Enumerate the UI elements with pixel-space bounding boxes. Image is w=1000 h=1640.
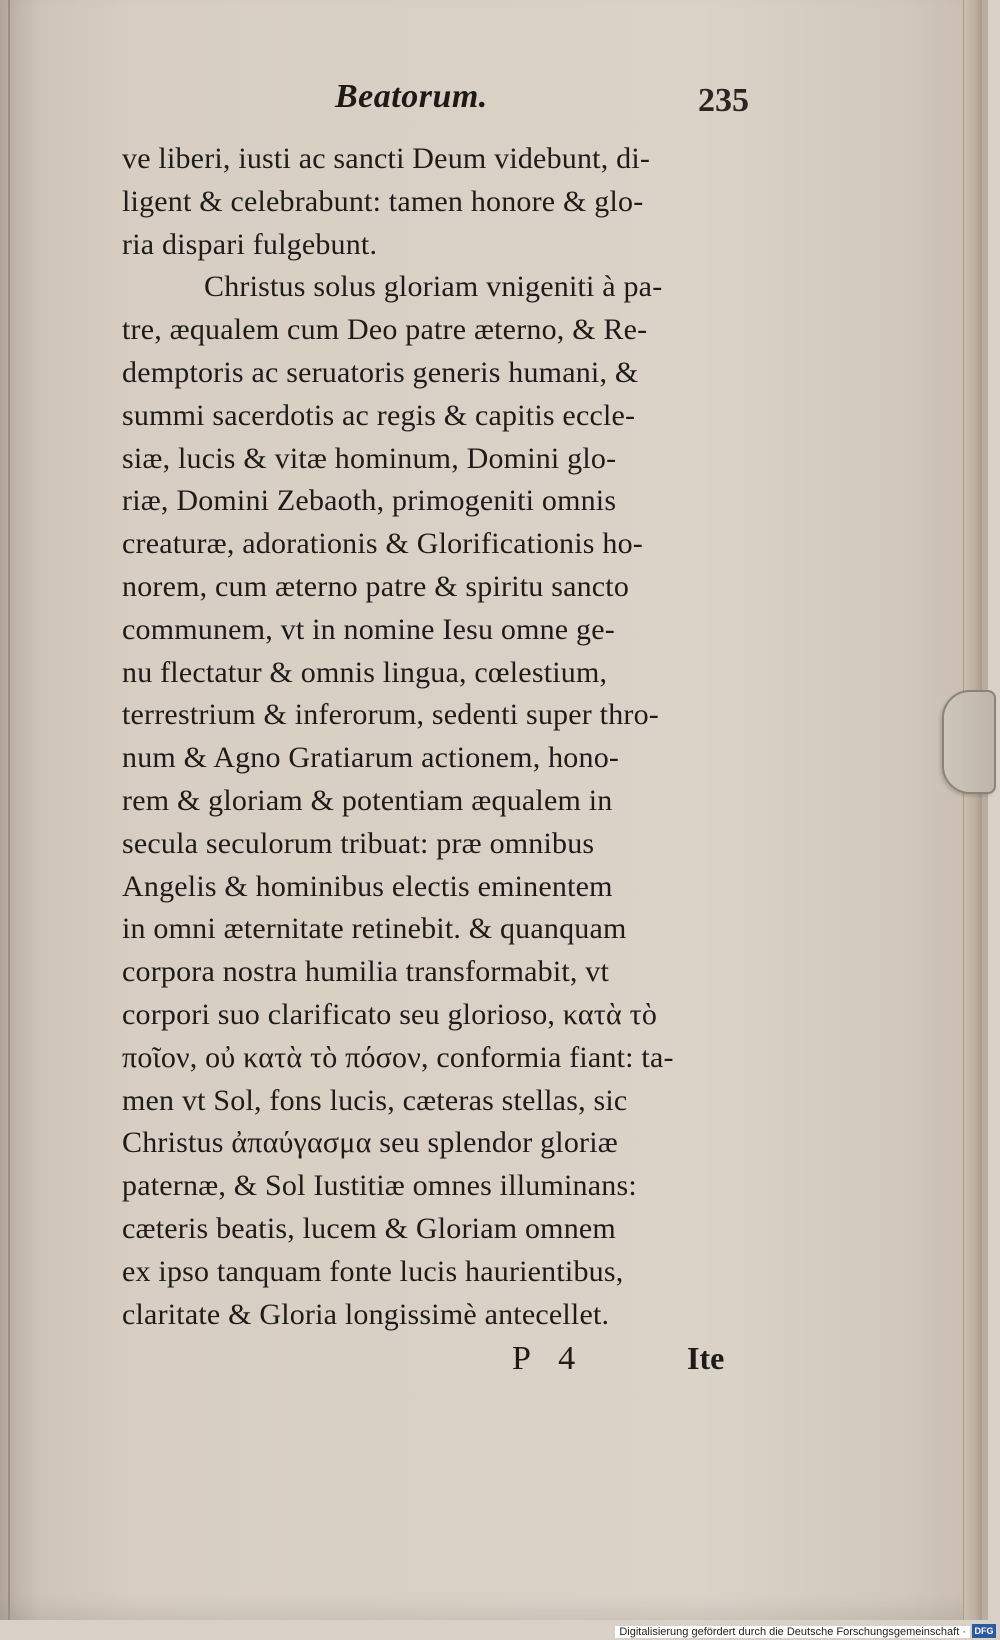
text-line: corpori suo clarificato seu glorioso, κατὰ τὸ bbox=[122, 997, 658, 1031]
text-line: Angelis & hominibus electis eminentem bbox=[122, 869, 613, 903]
catchword: Ite bbox=[687, 1340, 725, 1376]
page-edge bbox=[963, 0, 982, 1620]
text-line: siæ, lucis & vitæ hominum, Domini glo- bbox=[122, 441, 617, 475]
text-line: paternæ, & Sol Iustitiæ omnes illuminans: bbox=[122, 1169, 637, 1203]
text-line: ligent & celebrabunt: tamen honore & glo- bbox=[122, 184, 644, 218]
text-line: ex ipso tanquam fonte lucis haurientibus, bbox=[122, 1254, 624, 1288]
digitization-credit: Digitalisierung gefördert durch die Deutsche Forschungsgemeinschaft · bbox=[615, 1626, 970, 1638]
text-line: riæ, Domini Zebaoth, primogeniti omnis bbox=[122, 484, 617, 518]
dfg-logo: DFG bbox=[972, 1624, 996, 1638]
text-line: tre, æqualem cum Deo patre æterno, & Re- bbox=[122, 313, 648, 347]
body-text bbox=[122, 138, 762, 1336]
text-line: rem & gloriam & potentiam æqualem in bbox=[122, 783, 613, 817]
text-line: claritate & Gloria longissimè antecellet. bbox=[122, 1297, 610, 1331]
text-line: norem, cum æterno patre & spiritu sancto bbox=[122, 569, 630, 603]
running-title: Beatorum. bbox=[335, 78, 488, 115]
text-line: summi sacerdotis ac regis & capitis eccle- bbox=[122, 398, 636, 432]
text-line: corpora nostra humilia transformabit, vt bbox=[122, 955, 610, 989]
text-line: secula seculorum tribuat: præ omnibus bbox=[122, 826, 595, 860]
text-line: Christus ἀπαύγασμα seu splendor gloriæ bbox=[122, 1126, 618, 1160]
text-line: communem, vt in nomine Iesu omne ge- bbox=[122, 612, 615, 646]
signature-mark: P 4 bbox=[512, 1340, 586, 1377]
text-line: ria dispari fulgebunt. bbox=[122, 227, 378, 261]
text-line: num & Agno Gratiarum actionem, hono- bbox=[122, 741, 620, 775]
page-header bbox=[120, 78, 760, 128]
page-tab-marker bbox=[942, 690, 996, 794]
text-line: men vt Sol, fons lucis, cæteras stellas, sic bbox=[122, 1083, 628, 1117]
text-line: ve liberi, iusti ac sancti Deum videbunt, di- bbox=[122, 142, 651, 175]
page-number: 235 bbox=[698, 82, 749, 119]
text-line: cæteris beatis, lucem & Gloriam omnem bbox=[122, 1211, 616, 1245]
text-line: creaturæ, adorationis & Glorificationis ho- bbox=[122, 527, 643, 561]
text-line: in omni æternitate retinebit. & quanquam bbox=[122, 912, 627, 946]
text-line: ποῖον, οὐ κατὰ τὸ πόσον, conformia fiant: ta- bbox=[122, 1040, 674, 1074]
text-line: terrestrium & inferorum, sedenti super thro- bbox=[122, 698, 659, 732]
page-footer bbox=[512, 1340, 772, 1390]
text-line: Christus solus gloriam vnigeniti à pa- bbox=[204, 270, 663, 304]
text-line: demptoris ac seruatoris generis humani, & bbox=[122, 355, 639, 389]
text-line: nu flectatur & omnis lingua, cœlestium, bbox=[122, 655, 608, 689]
spine-shadow bbox=[8, 0, 10, 1620]
